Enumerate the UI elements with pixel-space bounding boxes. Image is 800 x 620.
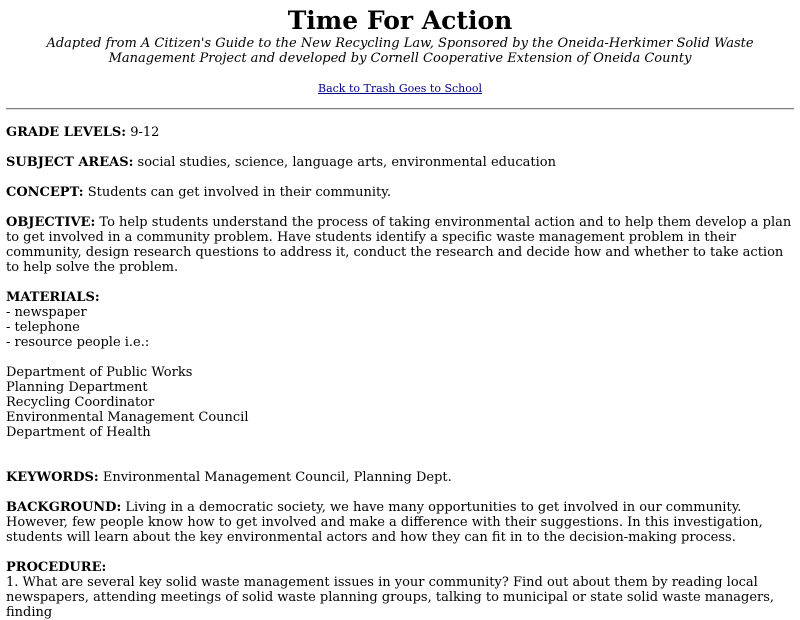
background-section [6, 500, 794, 545]
spacer [6, 440, 794, 455]
materials-item: - newspaper [6, 305, 87, 320]
keywords-value: Environmental Management Council, Planning Dept. [102, 470, 452, 485]
materials-item: - telephone [6, 320, 80, 335]
materials-section [6, 290, 794, 350]
resource-people-list [6, 365, 794, 440]
concept-section [6, 185, 794, 200]
subject-areas-section [6, 155, 794, 170]
subject-areas-value: social studies, science, language arts, environmental education [137, 155, 556, 170]
procedure-step-1: 1. What are several key solid waste management issues in your community? Find out about them by reading local newspapers, attending meetings of solid waste planning groups, talking to municipal or state solid waste managers, finding [6, 575, 775, 620]
document-page [0, 6, 800, 620]
header-divider [6, 108, 794, 110]
materials-label: MATERIALS: [6, 290, 100, 305]
lesson-content [0, 125, 800, 620]
subject-areas-label: SUBJECT AREAS: [6, 155, 134, 170]
background-label: BACKGROUND: [6, 500, 122, 515]
objective-value: To help students understand the process of taking environmental action and to help them develop a plan to get involved in a community problem. Have students identify a specific waste management problem in their community, design research questions to address it, conduct the research and decide how and whether to take action to help solve the problem. [6, 215, 792, 275]
resource-item: Recycling Coordinator [6, 395, 155, 410]
concept-label: CONCEPT: [6, 185, 84, 200]
page-subtitle: Adapted from A Citizen's Guide to the New Recycling Law, Sponsored by the Oneida-Herkimer Solid Waste Management Project and developed by Cornell Cooperative Extension of Oneida County [46, 36, 754, 66]
materials-item: - resource people i.e.: [6, 335, 150, 350]
resource-item: Planning Department [6, 380, 148, 395]
back-to-trash-link[interactable]: Back to Trash Goes to School [317, 82, 483, 95]
page-header [0, 7, 800, 96]
concept-value: Students can get involved in their community. [87, 185, 392, 200]
grade-levels-value: 9-12 [130, 125, 160, 140]
procedure-section [6, 560, 794, 620]
background-value: Living in a democratic society, we have many opportunities to get involved in our community. However, few people know how to get involved and make a difference with their suggestions. In this investigation, students will learn about the key environmental actors and how they can fit in to the decision-making process. [6, 500, 763, 545]
grade-levels-label: GRADE LEVELS: [6, 125, 127, 140]
resource-item: Department of Health [6, 425, 151, 440]
keywords-section [6, 470, 794, 485]
objective-section [6, 215, 794, 275]
page-title: Time For Action [287, 6, 513, 35]
keywords-label: KEYWORDS: [6, 470, 99, 485]
grade-levels-section [6, 125, 794, 140]
objective-label: OBJECTIVE: [6, 215, 96, 230]
resource-item: Department of Public Works [6, 365, 193, 380]
resource-item: Environmental Management Council [6, 410, 249, 425]
procedure-label: PROCEDURE: [6, 560, 107, 575]
